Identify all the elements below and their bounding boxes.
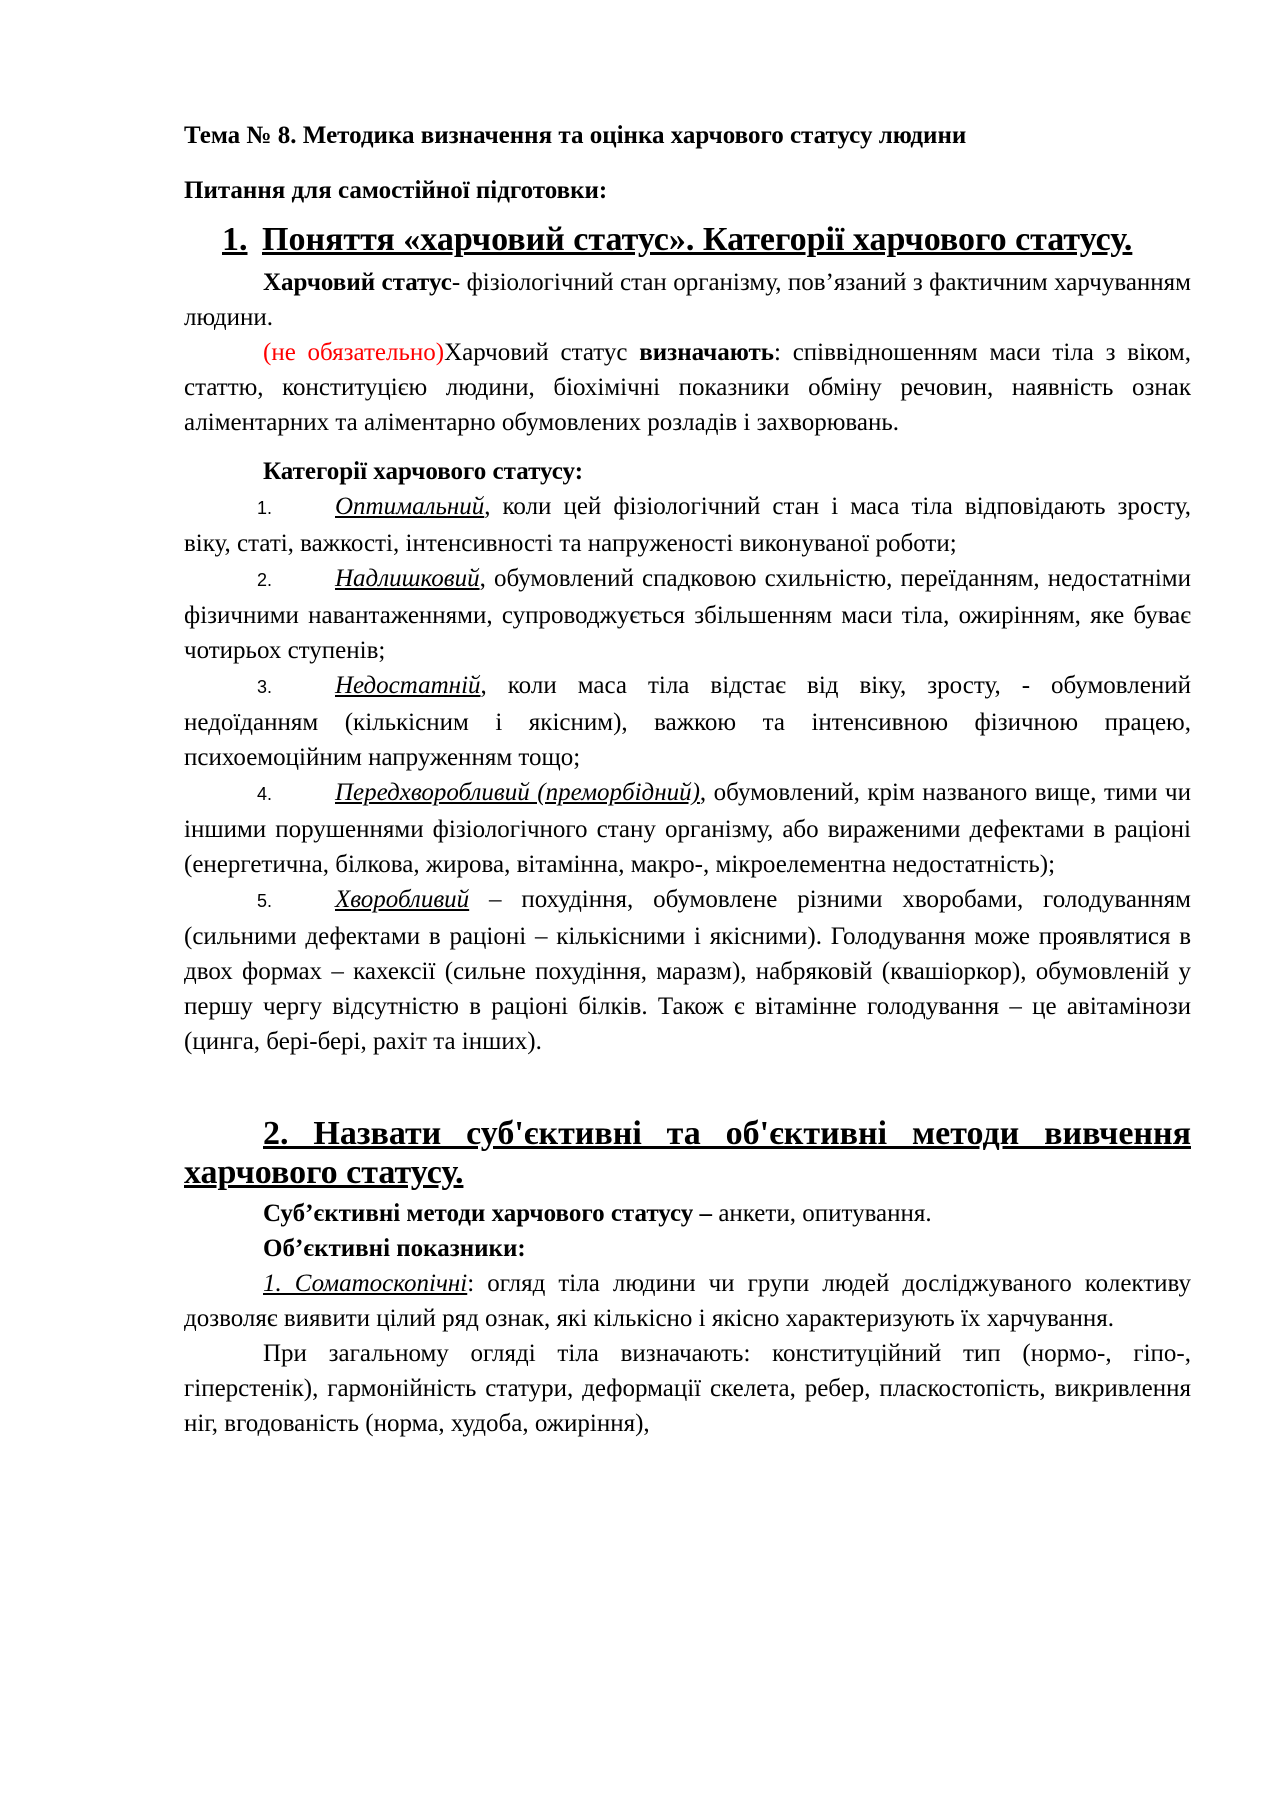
definition-term: Харчовий статус [263, 269, 452, 296]
category-term: Надлишковий [335, 565, 480, 592]
category-item [184, 561, 1191, 668]
category-text: – похудіння, обумовлене різними хворобами, голодуванням (сильними дефектами в раціоні – кількісними і якісними). Голодування може проявлятися в двох формах – кахексії (сильне похудіння, маразм), набряковій (квашіоркор), обумовленій у першу чергу відсутністю в раціоні білків. Також є вітамінне голодування – це авітамінози (цинга, бері-бері, рахіт та інших). [184, 886, 1191, 1055]
category-term: Хворобливий [335, 886, 470, 913]
determination-text: : співвідношенням маси тіла з віком, статтю, конституцією людини, біохімічні показники обміну речовин, наявність ознак аліментарних та аліментарно обумовлених розладів і захворювань. [184, 339, 1191, 436]
somatoscopic-paragraph [184, 1266, 1191, 1336]
category-text: , обумовлений, крім названого вище, тими чи іншими порушеннями фізіологічного стану організму, або вираженими дефектами в раціоні (енергетична, білкова, жирова, вітамінна, макро-, мікроелементна недостатність); [184, 779, 1191, 878]
category-text: , обумовлений спадковою схильністю, переїданням, недостатніми фізичними навантаженнями, супроводжується збільшенням маси тіла, ожирінням, яке буває чотирьох ступенів; [184, 565, 1191, 664]
page-title: Тема № 8. Методика визначення та оцінка харчового статусу людини [184, 122, 967, 149]
category-number: 1. [257, 498, 273, 518]
determination-paragraph [184, 335, 1191, 440]
category-number: 5. [257, 891, 273, 911]
somatoscopic-text: : огляд тіла людини чи групи людей досліджуваного колективу дозволяє виявити цілий ряд ознак, які кількісно і якісно характеризують їх харчування. [184, 1270, 1191, 1332]
category-item [184, 668, 1191, 775]
page-subtitle: Питання для самостійної підготовки: [184, 177, 608, 204]
determination-prefix: Харчовий статус [444, 339, 640, 366]
category-item [184, 775, 1191, 882]
section-spacer [184, 1059, 1191, 1114]
optional-note: (не обязательно) [263, 339, 445, 366]
section-1-title: Поняття «харчовий статус». Категорії харчового статусу. [262, 221, 1133, 258]
category-item [184, 882, 1191, 1059]
category-item [184, 489, 1191, 561]
section-2-heading: 2. Назвати суб'єктивні та об'єктивні методи вивчення харчового статусу. [184, 1115, 1191, 1191]
section-1-heading [184, 220, 1191, 259]
subjective-term: Суб’єктивні методи харчового статусу – [263, 1200, 713, 1227]
category-term: Оптимальний [335, 493, 485, 520]
definition-text: - фізіологічний стан організму, пов’язаний з фактичним харчуванням людини. [184, 269, 1191, 331]
subjective-methods [184, 1196, 1191, 1231]
category-text: , коли маса тіла відстає від віку, зросту, - обумовлений недоїданням (кількісним і якісним), важкою та інтенсивною фізичною працею, психоемоційним напруженням тощо; [184, 672, 1191, 771]
categories-heading: Категорії харчового статусу: [263, 458, 584, 485]
category-text: , коли цей фізіологічний стан і маса тіла відповідають зросту, віку, статі, важкості, інтенсивності та напруженості виконуваної роботи; [184, 493, 1191, 557]
category-term: Недостатній [335, 672, 481, 699]
category-term: Передхворобливий (преморбідний) [335, 779, 700, 806]
general-exam-paragraph: При загальному огляді тіла визначають: конституційний тип (нормо-, гіпо-, гіперстенік), гармонійність статури, деформації скелета, ребер, пласкостопість, викривлення ніг, вгодованість (норма, худоба, ожиріння), [184, 1340, 1191, 1437]
section-1-number: 1. [222, 221, 248, 258]
category-number: 3. [257, 677, 273, 697]
determination-bold: визначають [639, 339, 774, 366]
category-number: 2. [257, 570, 273, 590]
categories-list [184, 489, 1191, 1059]
objective-heading: Об’єктивні показники: [263, 1235, 526, 1262]
somatoscopic-term: 1. Соматоскопічні [263, 1270, 468, 1297]
subjective-text: анкети, опитування. [712, 1200, 932, 1227]
category-number: 4. [257, 784, 273, 804]
definition-paragraph [184, 265, 1191, 335]
